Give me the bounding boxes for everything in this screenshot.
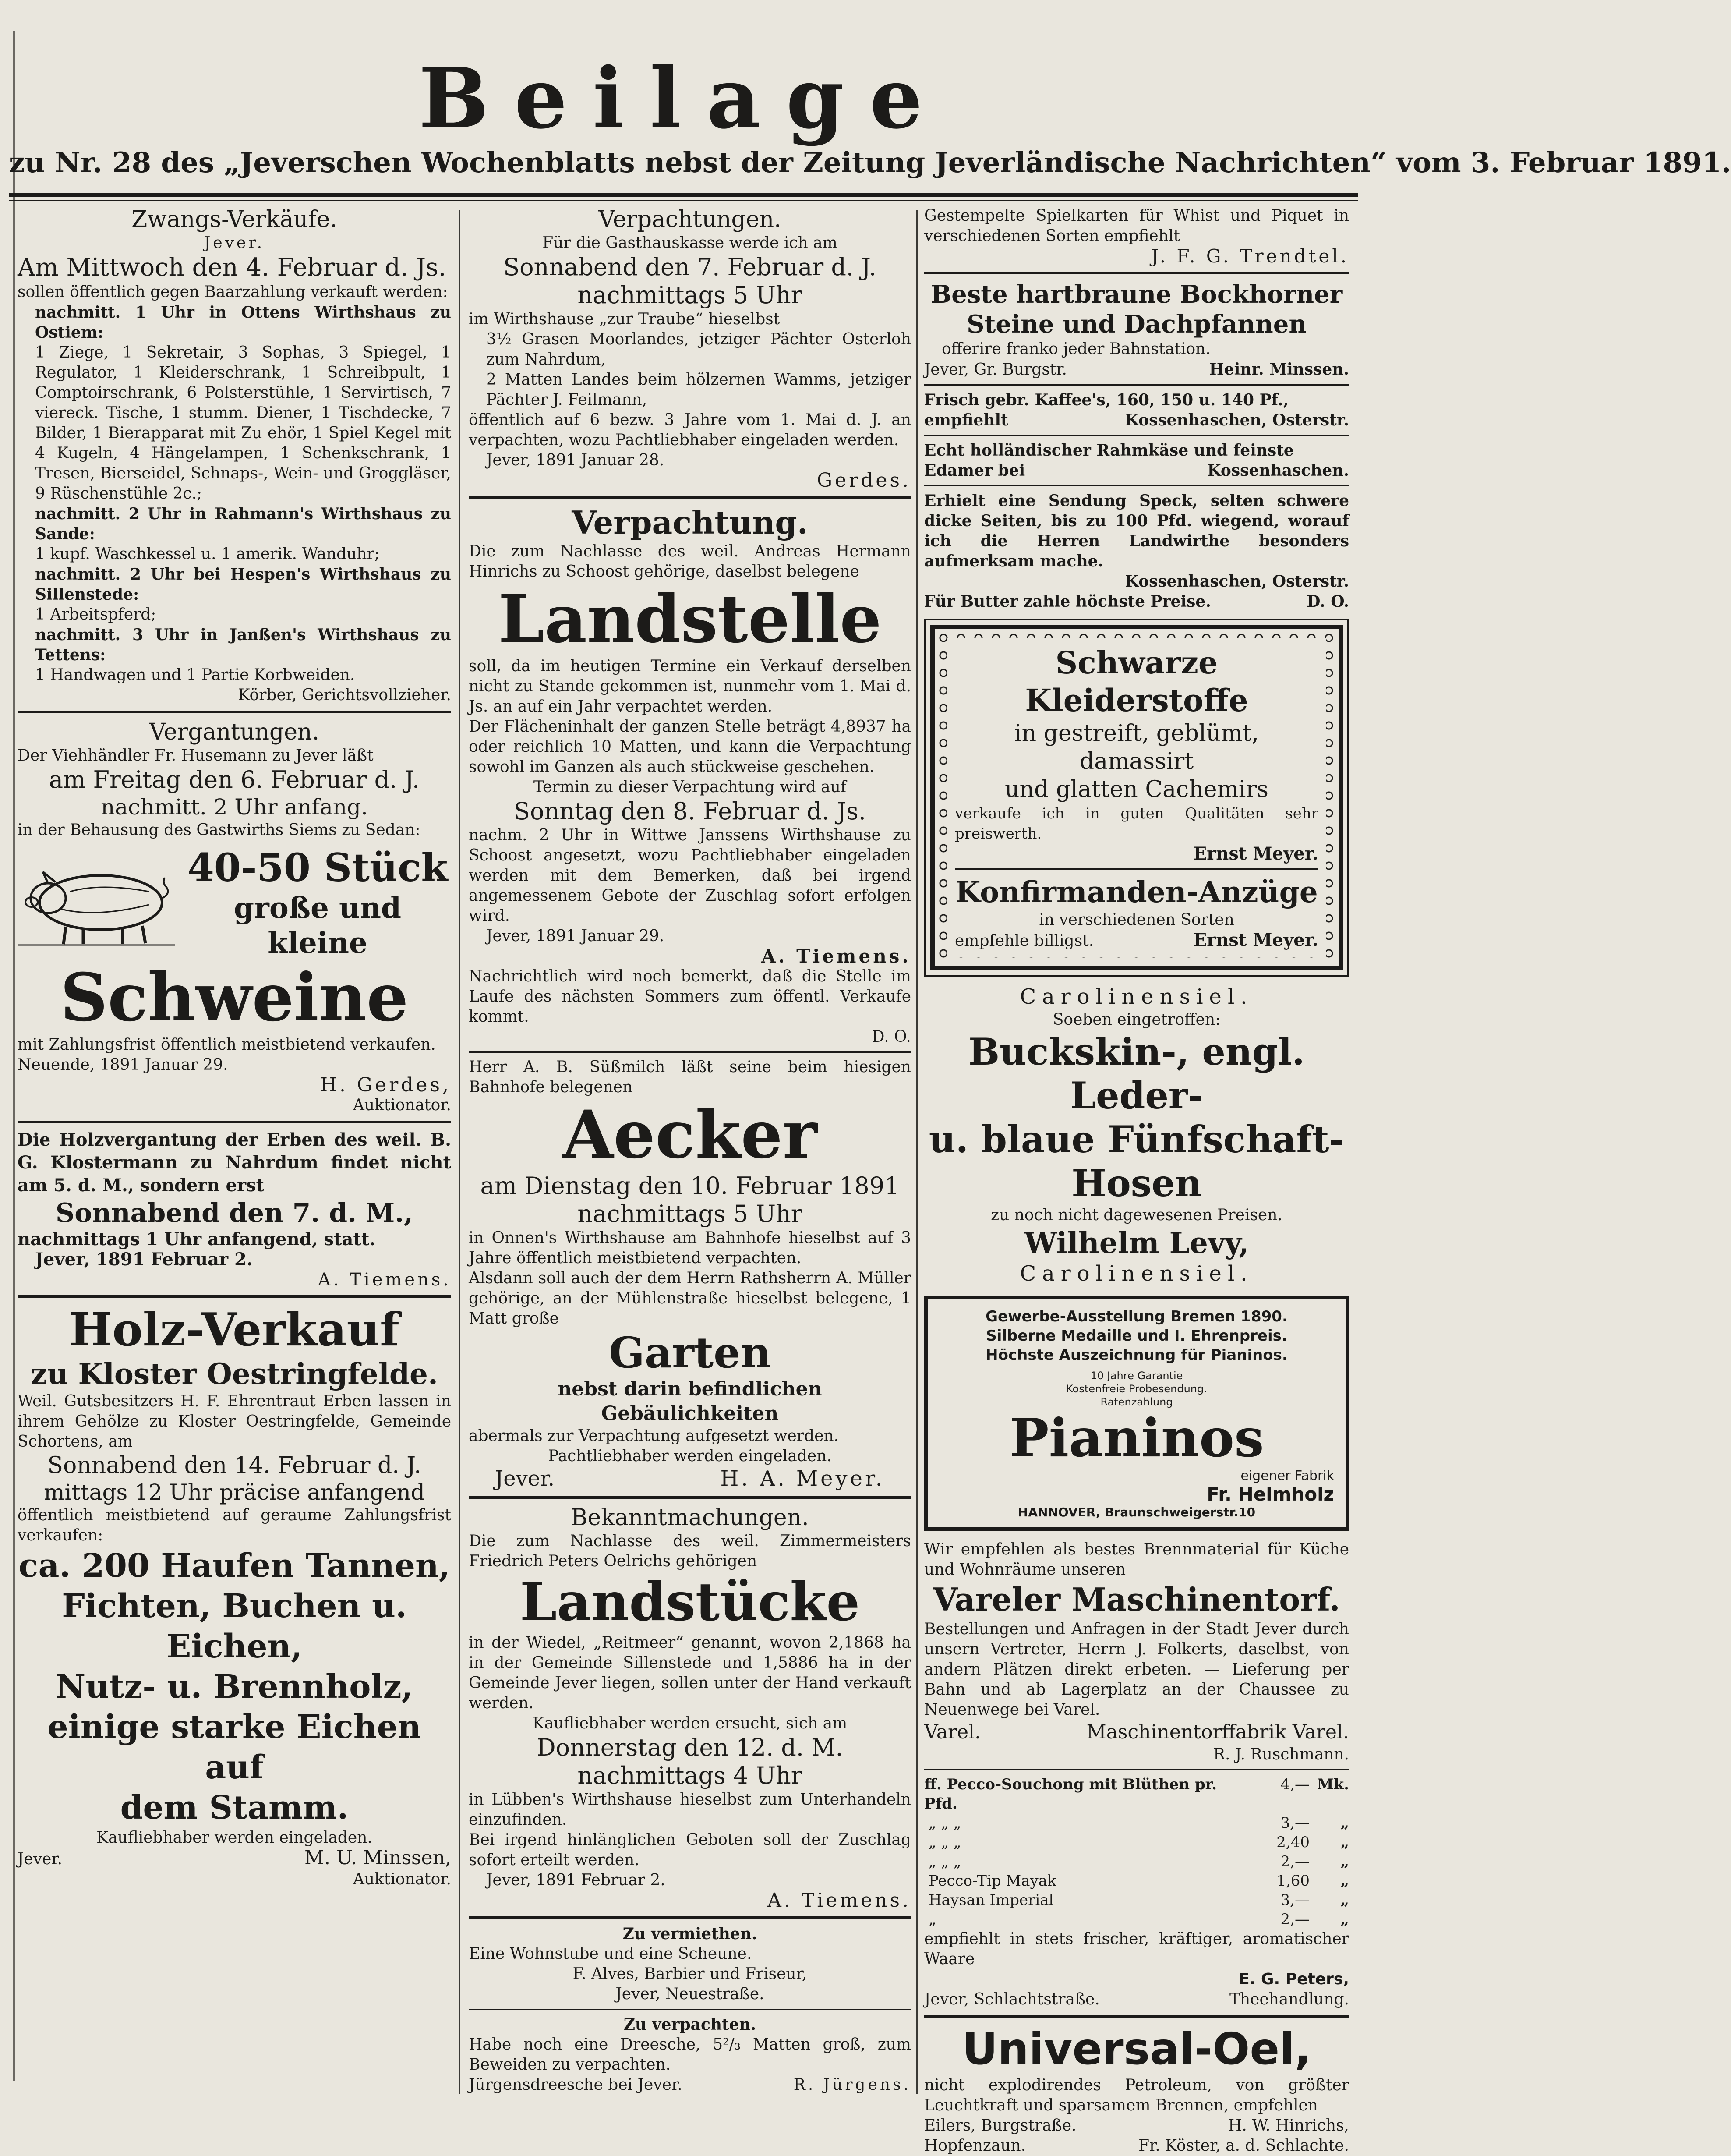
- tea-price-row: [924, 1833, 1349, 1852]
- ad-text: öffentlich meistbietend auf geraume Zahlungsfrist verkaufen:: [18, 1506, 451, 1544]
- tea-name: Haysan Imperial: [929, 1891, 1054, 1909]
- ad-vergantungen: [18, 719, 451, 1115]
- page-edge: [13, 31, 15, 2081]
- ad-date: Sonntag den 8. Februar d. Js.: [513, 797, 866, 825]
- tea-name: „ „ „: [929, 1814, 961, 1832]
- ad-text: Kostenfreie Probesendung.: [1066, 1383, 1207, 1395]
- ad-dateline: Neuende, 1891 Januar 29.: [18, 1056, 228, 1074]
- ad-dateline: Jever, 1891 Januar 29.: [486, 927, 664, 945]
- tea-price: 3,—: [1280, 1891, 1310, 1909]
- ad-signature: R. Jürgens.: [793, 2076, 911, 2094]
- ad-text: nebst darin befindlichen Gebäulichkeiten: [558, 1378, 822, 1425]
- ad-text: Weil. Gutsbesitzers H. F. Ehrentraut Erben lassen in ihrem Gehölze zu Kloster Oestringfelde, Gemeinde Schortens, am: [18, 1392, 451, 1451]
- ad-text: in gestreift, geblümt, damassirt: [1014, 720, 1259, 775]
- ad-text: Wir empfehlen als bestes Brennmaterial für Küche und Wohnräume unseren: [924, 1540, 1349, 1579]
- ad-dachpfannen: [924, 280, 1349, 380]
- ad-zu-vermiethen: [469, 1924, 911, 2004]
- ad-place: Jever.: [495, 1466, 555, 1491]
- ad-signature: H. A. Meyer.: [720, 1466, 885, 1491]
- ad-text: 1 Handwagen und 1 Partie Korbweiden.: [35, 666, 355, 684]
- ad-text: Die zum Nachlasse des weil. Zimmermeisters Friedrich Peters Oelrichs gehörigen: [469, 1532, 911, 1570]
- ad-signature: Auktionator.: [353, 1870, 451, 1888]
- tea-price-list: [924, 1775, 1349, 1929]
- ad-verpachtungen: [469, 206, 911, 491]
- ad-list-item: 3½ Grasen Moorlandes, jetziger Pächter Osterloh zum Nahrdum,: [486, 330, 911, 368]
- ad-text: abermals zur Verpachtung aufgesetzt werden.: [469, 1427, 839, 1445]
- ad-heading: Verpachtung.: [572, 504, 808, 541]
- ad-place: Varel.: [924, 1721, 981, 1743]
- ad-verpachtung-landstelle: [469, 504, 911, 1047]
- ad-dateline: Jever, 1891 Februar 2.: [486, 1871, 665, 1889]
- ad-text: HANNOVER, Braunschweigerstr.10: [1017, 1505, 1256, 1519]
- ad-text: Nachrichtlich wird noch bemerkt, daß die Stelle im Laufe des nächsten Sommers zum öffentl. Verkaufe kommt.: [469, 967, 911, 1026]
- ad-text: in Lübben's Wirthshause hieselbst zum Unterhandeln einzufinden.: [469, 1791, 911, 1829]
- ad-divider: [18, 1295, 451, 1298]
- ad-subheading: nachmitt. 3 Uhr in Janßen's Wirthshaus zu Tettens:: [35, 626, 451, 664]
- ad-signature: A. Tiemens.: [318, 1270, 451, 1290]
- ad-headline: 40-50 Stück: [187, 845, 448, 890]
- ad-text: in Onnen's Wirthshause am Bahnhofe hieselbst auf 3 Jahre öffentlich meistbietend verpachten.: [469, 1229, 911, 1267]
- masthead-title: Beilage: [418, 50, 948, 147]
- tea-price: 2,40: [1276, 1834, 1310, 1851]
- ad-divider: [924, 435, 1349, 436]
- ad-text: Soeben eingetroffen:: [1053, 1011, 1221, 1029]
- ad-headline: dem Stamm.: [120, 1789, 349, 1827]
- tea-price: 2,—: [1280, 1853, 1310, 1870]
- ad-divider: [924, 2015, 1349, 2018]
- tea-price-row: [924, 1852, 1349, 1871]
- tea-unit: „: [1340, 1891, 1349, 1909]
- ad-text: Die Holzvergantung der Erben des weil. B. G. Klostermann zu Nahrdum findet nicht am 5. d. M., sondern erst: [18, 1129, 451, 1196]
- ad-signature: Ernst Meyer.: [1193, 930, 1318, 950]
- ad-subheading: nachmitt. 2 Uhr in Rahmann's Wirthshaus zu Sande:: [35, 505, 451, 543]
- ad-headline: Konfirmanden-Anzüge: [955, 875, 1318, 909]
- ad-thee: [924, 1775, 1349, 2010]
- ad-heading: Zu vermiethen.: [622, 1925, 757, 1943]
- ad-text: Gestempelte Spielkarten für Whist und Piquet in verschiedenen Sorten empfiehlt: [924, 207, 1349, 245]
- ad-text: Höchste Auszeichnung für Pianinos.: [986, 1346, 1288, 1364]
- ad-place: Jever.: [204, 234, 265, 252]
- ad-text: Ratenzahlung: [1100, 1396, 1173, 1408]
- ad-text: in verschiedenen Sorten: [1039, 911, 1234, 929]
- ad-text: Der Viehhändler Fr. Husemann zu Jever läßt: [18, 747, 374, 765]
- ad-zwangsverkaeufe: [18, 206, 451, 705]
- ad-aecker: [469, 1057, 911, 1491]
- ad-signature: Maschinentorffabrik Varel.: [1086, 1721, 1349, 1743]
- ad-divider: [924, 1769, 1349, 1770]
- ad-headline-main: Vareler Maschinentorf.: [933, 1581, 1340, 1618]
- ad-subheading: nachmitt. 2 Uhr bei Hespen's Wirthshaus zu Sillenstede:: [35, 565, 451, 604]
- ad-headline: einige starke Eichen auf: [47, 1708, 421, 1786]
- ad-heading: Bekanntmachungen.: [571, 1505, 809, 1531]
- ad-dateline: Jever, 1891 Februar 2.: [35, 1249, 253, 1270]
- ad-text: Erhielt eine Sendung Speck, selten schwere dicke Seiten, bis zu 100 Pfd. wiegend, worauf ich die Herren Landwirthe besonders aufmerksam mache.: [924, 492, 1349, 570]
- ad-text: in der Wiedel, „Reitmeer“ genannt, wovon 2,1868 ha in der Gemeinde Sillenstede und 1,5886 ha in der Gemeinde Jever liegen, sollen unter der Hand verkauft werden.: [469, 1634, 911, 1712]
- ad-signature: Carolinensiel.: [1020, 1261, 1254, 1286]
- ad-divider: [18, 711, 451, 713]
- ad-text: empfiehlt: [924, 411, 1008, 429]
- ad-text: empfehle billigst.: [955, 932, 1094, 950]
- ad-heading: Verpachtungen.: [598, 206, 781, 233]
- tea-price: 3,—: [1280, 1814, 1310, 1832]
- ad-headline: Nutz- u. Brennholz,: [56, 1668, 413, 1706]
- ad-headline: Schwarze Kleiderstoffe: [1025, 644, 1248, 719]
- pig-illustration-icon: [18, 857, 175, 949]
- ad-pianinos-box: [924, 1296, 1349, 1531]
- tea-unit: „: [1340, 1872, 1349, 1890]
- tea-unit: „: [1340, 1853, 1349, 1870]
- ad-text: Kaufliebhaber werden ersucht, sich am: [532, 1714, 848, 1732]
- ad-date: Donnerstag den 12. d. M.: [537, 1734, 843, 1761]
- ad-date: am Dienstag den 10. Februar 1891: [480, 1172, 900, 1200]
- ad-date: Sonnabend den 14. Februar d. J.: [47, 1452, 421, 1479]
- column-separator: [459, 210, 460, 2094]
- ad-text: soll, da im heutigen Termine ein Verkauf derselben nicht zu Stande gekommen ist, nunmehr vom 1. Mai d. Js. an auf ein Jahr verpachtet werden.: [469, 657, 911, 715]
- ad-text: Für Butter zahle höchste Preise.: [924, 592, 1211, 611]
- ad-signature: Gerdes.: [817, 469, 911, 492]
- ad-divider: [924, 485, 1349, 486]
- column-1: [18, 206, 451, 1890]
- ad-place: Jever.: [18, 1850, 63, 1868]
- ad-headline-main: Landstücke: [519, 1571, 860, 1633]
- ad-heading: Zwangs-Verkäufe.: [131, 206, 337, 233]
- ad-signature: F. Alves, Barbier und Friseur,: [572, 1965, 807, 1983]
- ad-time: nachmittags 5 Uhr: [577, 1200, 802, 1228]
- tea-name: „ „ „: [929, 1834, 961, 1851]
- ad-signature: A. Tiemens.: [761, 945, 911, 967]
- ad-bekanntmachungen: [469, 1504, 911, 1911]
- ad-zu-verpachten: [469, 2014, 911, 2095]
- ad-signature: Hopfenzaun.: [924, 2137, 1026, 2155]
- ad-text: sollen öffentlich gegen Baarzahlung verkauft werden:: [18, 283, 448, 301]
- column-2: [469, 206, 911, 2095]
- ad-text: mit Zahlungsfrist öffentlich meistbietend verkaufen.: [18, 1036, 436, 1054]
- tea-unit: „: [1340, 1911, 1349, 1928]
- column-3: [924, 206, 1349, 2156]
- ad-headline-main: Universal-Oel,: [962, 2023, 1311, 2075]
- ad-text: Termin zu dieser Verpachtung wird auf: [533, 778, 847, 796]
- ad-signature: D. O.: [1307, 592, 1349, 611]
- ad-dateline: Jever, 1891 Januar 28.: [486, 451, 664, 469]
- tea-name: ff. Pecco-Souchong mit Blüthen pr. Pfd.: [924, 1776, 1217, 1813]
- ad-signature: H. W. Hinrichs,: [1228, 2117, 1349, 2135]
- ad-signature: M. U. Minssen,: [304, 1847, 451, 1869]
- ad-signature: E. G. Peters,: [1239, 1970, 1349, 1988]
- ad-text: Kaufliebhaber werden eingeladen.: [96, 1829, 372, 1847]
- ad-divider: [469, 1916, 911, 1919]
- ad-signature: Kossenhaschen, Osterstr.: [1125, 572, 1349, 591]
- ad-divider: [469, 496, 911, 499]
- ad-divider: [924, 272, 1349, 274]
- ad-time: nachmitt. 2 Uhr anfang.: [101, 794, 368, 820]
- ad-headline: Fichten, Buchen u. Eichen,: [62, 1587, 407, 1665]
- ad-headline-main: Holz-Verkauf: [69, 1303, 399, 1356]
- tea-price-row: [924, 1890, 1349, 1910]
- ad-text: und glatten Cachemirs: [1005, 776, 1268, 803]
- ad-date: am Freitag den 6. Februar d. J.: [49, 766, 420, 793]
- ad-place: Jever, Gr. Burgstr.: [924, 361, 1067, 379]
- ad-ernst-meyer-box: [930, 625, 1343, 970]
- ad-date: Sonnabend den 7. Februar d. J.: [503, 253, 876, 281]
- ad-time: nachmittags 1 Uhr anfangend, statt.: [18, 1229, 376, 1250]
- ad-signature: Auktionator.: [353, 1096, 451, 1114]
- ad-signature: R. J. Ruschmann.: [1213, 1745, 1349, 1763]
- tea-price-row: [924, 1775, 1349, 1813]
- ad-headline: Steine und Dachpfannen: [966, 310, 1307, 339]
- tea-price-row: [924, 1871, 1349, 1890]
- ad-text: Die zum Nachlasse des weil. Andreas Hermann Hinrichs zu Schoost gehörige, daselbst belegene: [469, 542, 911, 581]
- column-separator: [916, 210, 918, 2094]
- ad-text: verkaufe ich in guten Qualitäten sehr preiswerth.: [955, 805, 1318, 843]
- ad-place: Jürgensdreesche bei Jever.: [469, 2076, 682, 2094]
- ad-signature: Kossenhaschen.: [1207, 461, 1349, 480]
- ad-time: nachmittags 5 Uhr: [577, 281, 802, 309]
- ad-list-item: 2 Matten Landes beim hölzernen Wamms, jetziger Pächter J. Feilmann,: [486, 371, 911, 409]
- ad-text: Gewerbe-Ausstellung Bremen 1890.: [986, 1308, 1288, 1325]
- ad-heading: Zu verpachten.: [623, 2015, 756, 2034]
- ad-text: Frisch gebr. Kaffee's, 160, 150 u. 140 Pf.,: [924, 391, 1289, 409]
- ad-signature: Fr. Köster, a. d. Schlachte.: [1138, 2137, 1349, 2155]
- ad-text: im Wirthshause „zur Traube“ hieselbst: [469, 310, 780, 328]
- ad-carolinensiel: [924, 984, 1349, 1287]
- ad-text: 1 Arbeitspferd;: [35, 605, 156, 623]
- tea-price-row: [924, 1910, 1349, 1929]
- ad-text: öffentlich auf 6 bezw. 3 Jahre vom 1. Mai d. J. an verpachten, wozu Pachtliebhaber eingeladen werden.: [469, 411, 911, 449]
- tea-name: „: [929, 1911, 936, 1928]
- ad-text: 1 kupf. Waschkessel u. 1 amerik. Wanduhr;: [35, 545, 380, 563]
- ad-text: Theehandlung.: [1229, 1990, 1349, 2008]
- ad-text: Echt holländischer Rahmkäse und feinste: [924, 441, 1294, 460]
- ad-kaese: [924, 440, 1349, 481]
- masthead-rule-thin: [9, 200, 1358, 201]
- ad-text: 10 Jahre Garantie: [1090, 1370, 1183, 1382]
- masthead-rule: [9, 193, 1358, 197]
- ad-headline: u. blaue Fünfschaft-Hosen: [929, 1118, 1345, 1205]
- ad-signature: Körber, Gerichtsvollzieher.: [238, 686, 451, 704]
- ad-headline-main: Pianinos: [1009, 1407, 1264, 1469]
- ad-headline: große und kleine: [233, 891, 402, 960]
- ad-headline-main: Aecker: [562, 1096, 817, 1173]
- ad-signature: J. F. G. Trendtel.: [1151, 245, 1349, 267]
- ad-signature: Heinr. Minssen.: [1209, 360, 1349, 379]
- tea-unit: Mk.: [1317, 1776, 1349, 1793]
- ad-text: eigener Fabrik: [1240, 1468, 1334, 1483]
- ad-text: Silberne Medaille und I. Ehrenpreis.: [986, 1327, 1287, 1345]
- ad-date: Am Mittwoch den 4. Februar d. Js.: [18, 253, 446, 282]
- ad-heading: Carolinensiel.: [1020, 984, 1254, 1009]
- ad-signature: Fr. Helmholz: [1207, 1483, 1334, 1505]
- ad-signature: Jever, Neuestraße.: [615, 1985, 764, 2003]
- tea-price: 4,—: [1280, 1776, 1310, 1793]
- ad-subheading: nachmitt. 1 Uhr in Ottens Wirthshaus zu Ostiem:: [35, 303, 451, 342]
- tea-price: 2,—: [1280, 1911, 1310, 1928]
- ad-holzverkauf: [18, 1303, 451, 1890]
- ad-signature: D. O.: [872, 1028, 911, 1046]
- ad-headline: Garten: [609, 1328, 771, 1377]
- ad-text: nicht explodirendes Petroleum, von größter Leuchtkraft und sparsamem Brennen, empfehlen: [924, 2076, 1349, 2114]
- ad-text: Herr A. B. Süßmilch läßt seine beim hiesigen Bahnhofe belegenen: [469, 1058, 911, 1096]
- ad-signature: Eilers, Burgstraße.: [924, 2117, 1077, 2135]
- ad-divider: [924, 384, 1349, 386]
- ad-heading: Vergantungen.: [149, 719, 320, 745]
- ad-signature: H. Gerdes,: [320, 1074, 451, 1096]
- ad-headline: Beste hartbraune Bockhorner: [930, 280, 1343, 309]
- ad-headline: zu Kloster Oestringfelde.: [31, 1357, 438, 1391]
- ad-divider: [18, 1121, 451, 1123]
- tea-unit: „: [1340, 1814, 1349, 1832]
- ad-time: nachmittags 4 Uhr: [577, 1762, 802, 1789]
- ad-holzvergantung: [18, 1129, 451, 1290]
- ad-spielkarten: [924, 206, 1349, 266]
- tea-name: Pecco-Tip Mayak: [929, 1872, 1056, 1890]
- ad-universal-oel: [924, 2023, 1349, 2156]
- ad-text: in der Behausung des Gastwirths Siems zu Sedan:: [18, 821, 420, 839]
- ad-signature: Ernst Meyer.: [1193, 843, 1318, 864]
- ad-headline-main: Schweine: [60, 959, 409, 1036]
- ad-text: Für die Gasthauskasse werde ich am: [542, 234, 837, 252]
- ad-text: Der Flächeninhalt der ganzen Stelle beträgt 4,8937 ha oder reichlich 10 Matten, und kann die Verpachtung sowohl im Ganzen als auch stückweise geschehen.: [469, 718, 911, 776]
- ad-signature: Wilhelm Levy,: [1024, 1226, 1249, 1260]
- tea-price-row: [924, 1813, 1349, 1833]
- ad-text: Bestellungen und Anfragen in der Stadt Jever durch unsern Vertreter, Herrn J. Folkerts, daselbst, von andern Plätzen direkt erbeten. — Lieferung per Bahn und ab Lagerplatz an der Chaussee zu Neuenwege bei Varel.: [924, 1620, 1349, 1719]
- ad-text: Eine Wohnstube und eine Scheune.: [469, 1945, 752, 1963]
- tea-unit: „: [1340, 1834, 1349, 1851]
- ad-date: Sonnabend den 7. d. M.,: [55, 1198, 413, 1228]
- ad-signature: Kossenhaschen, Osterstr.: [1125, 411, 1349, 429]
- ad-divider: [469, 1496, 911, 1499]
- masthead-subtitle: zu Nr. 28 des „Jeverschen Wochenblatts nebst der Zeitung Jeverländische Nachrichten“ vom 3. Februar 1891.: [9, 146, 1731, 179]
- ad-kaffee: [924, 390, 1349, 430]
- ad-text: Alsdann soll auch der dem Herrn Rathsherrn A. Müller gehörige, an der Mühlenstraße hieselbst belegene, 1 Matt große: [469, 1269, 911, 1328]
- ad-headline: Buckskin-, engl. Leder-: [968, 1030, 1305, 1117]
- ad-divider: [469, 2009, 911, 2010]
- ad-text: Pachtliebhaber werden eingeladen.: [548, 1447, 832, 1465]
- ad-text: zu noch nicht dagewesenen Preisen.: [991, 1206, 1282, 1224]
- tea-price: 1,60: [1276, 1872, 1310, 1890]
- ad-divider: [469, 1051, 911, 1053]
- ad-time: mittags 12 Uhr präcise anfangend: [44, 1480, 425, 1505]
- ad-text: Habe noch eine Dreesche, 5²/₃ Matten groß, zum Beweiden zu verpachten.: [469, 2036, 911, 2074]
- tea-name: „ „ „: [929, 1853, 961, 1870]
- ad-text: Bei irgend hinlänglichen Geboten soll der Zuschlag sofort erteilt werden.: [469, 1831, 911, 1869]
- ad-text: nachm. 2 Uhr in Wittwe Janssens Wirthshause zu Schoost angesetzt, wozu Pachtliebhaber eingeladen werden mit dem Bemerken, daß bei irgend angemessenem Gebote der Zuschlag sofort erfolgen wird.: [469, 826, 911, 925]
- ad-maschinentorf: [924, 1540, 1349, 1765]
- ad-headline: ca. 200 Haufen Tannen,: [18, 1547, 450, 1585]
- ad-text: offerire franko jeder Bahnstation.: [942, 340, 1211, 358]
- ad-headline-main: Landstelle: [498, 581, 882, 658]
- ad-text: 1 Ziege, 1 Sekretair, 3 Sophas, 3 Spiegel, 1 Regulator, 1 Kleiderschrank, 1 Schreibpult, 1 Comptoirschrank, 6 Polsterstühle, 1 Servirtisch, 7 viereck. Tische, 1 stumm. Diener, 1 Tischdecke, 7 Bilder, 1 Bierapparat mit Zu ehör, 1 Spiel Kegel mit 4 Kugeln, 4 Hängelampen, 1 Schenkschrank, 1 Tresen, Bierseidel, Schnaps-, Wein- und Groggläser, 9 Rüschenstühle 2c.;: [35, 343, 451, 503]
- ad-divider: [955, 868, 1318, 870]
- ad-signature: A. Tiemens.: [767, 1889, 911, 1912]
- ad-text: Edamer bei: [924, 461, 1025, 480]
- ad-speck: [924, 491, 1349, 612]
- ad-text: empfiehlt in stets frischer, kräftiger, aromatischer Waare: [924, 1930, 1349, 1968]
- ad-place: Jever, Schlachtstraße.: [924, 1990, 1100, 2008]
